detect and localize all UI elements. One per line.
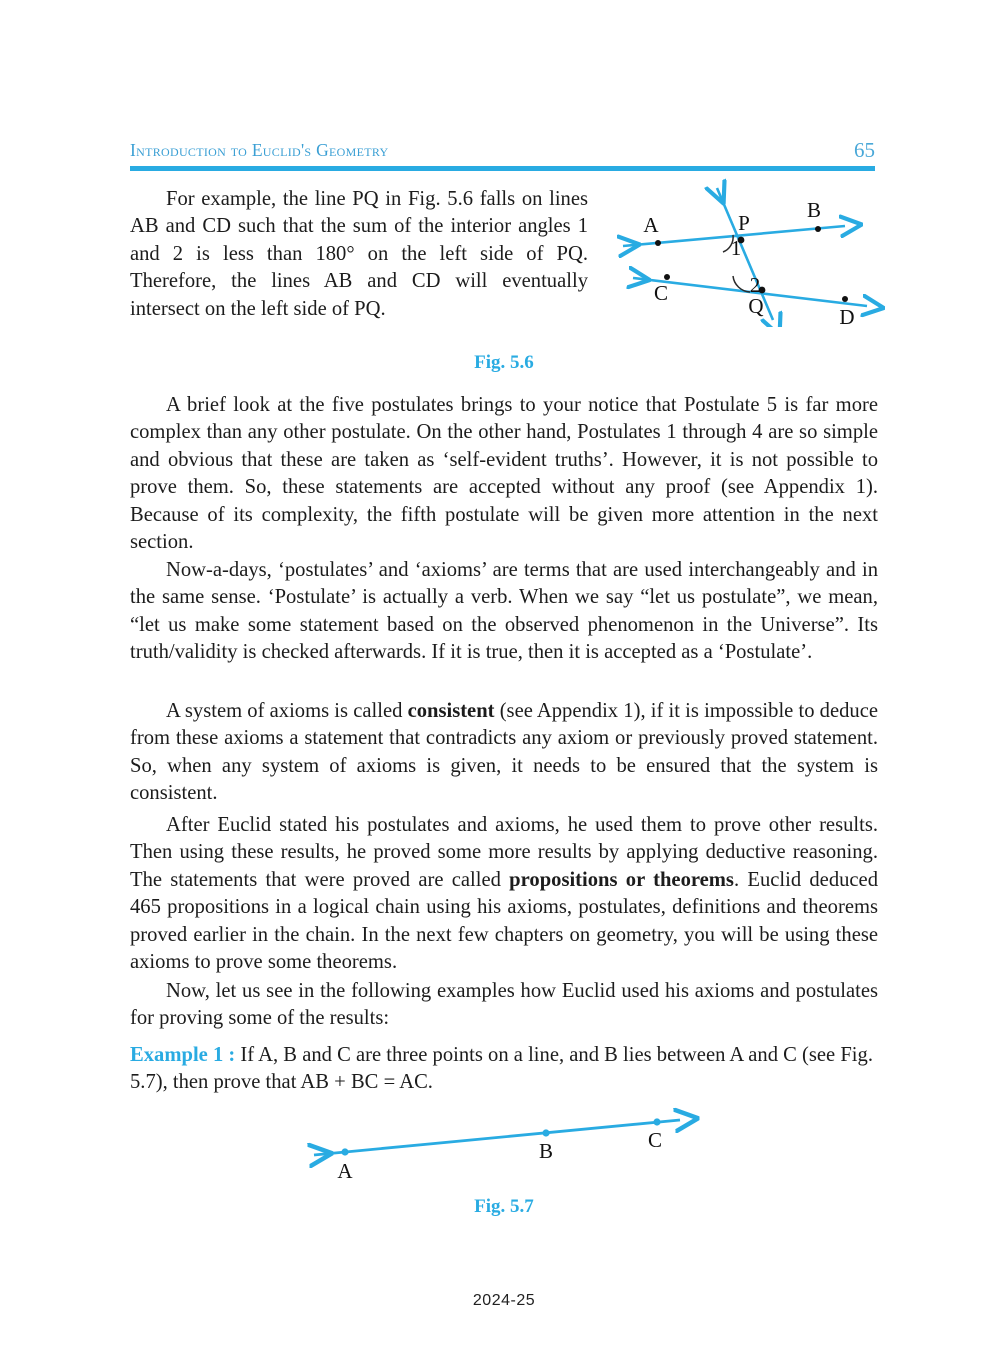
paragraph-nowadays <box>130 557 878 667</box>
running-head <box>130 140 875 166</box>
paragraph-consistent-part2: (see Appendix 1), if it is impossible to deduce from these axioms a statement that contradicts any axiom or previously proved statement. So, when any system of axioms is given, it needs to be ensured that the system is consistent. <box>130 700 878 805</box>
point-C-dot <box>664 274 670 280</box>
paragraph-consistent-part1: A system of axioms is called <box>166 700 408 722</box>
label-A: A <box>643 213 659 237</box>
page-number: 65 <box>854 138 875 162</box>
paragraph-nowadays-text: Now-a-days, ‘postulates’ and ‘axioms’ are terms that are used interchangeably and in the same sense. ‘Postulate’ is actually a verb. When we say “let us postulate”, we mean, “let us make some statement based on the observed phenomenon in the Universe”. Its truth/validity is checked afterwards. If it is true, then it is accepted as a ‘Postulate’. <box>130 559 878 664</box>
label-angle-1: 1 <box>730 236 742 260</box>
label-C: C <box>653 281 669 305</box>
running-head-title: Introduction to Euclid's Geometry <box>130 140 389 160</box>
term-consistent: consistent <box>407 700 495 722</box>
label-D: D <box>839 305 855 327</box>
line-AC <box>314 1120 680 1155</box>
figure-5-6 <box>605 172 890 327</box>
label-C: C <box>647 1128 663 1152</box>
example-1-text: If A, B and C are three points on a line, and B lies between A and C (see Fig. 5.7), then prove that AB + BC = AC. <box>130 1044 873 1094</box>
example-1-label: Example 1 : <box>130 1044 236 1066</box>
point-B-dot <box>542 1129 549 1136</box>
figure-5-7-drawing <box>288 1100 708 1200</box>
paragraph-consistent <box>130 698 878 808</box>
figure-5-6-drawing <box>605 172 890 327</box>
paragraph-postulates-text: A brief look at the five postulates brings to your notice that Postulate 5 is far more complex than any other postulate. On the other hand, Postulates 1 through 4 are so simple and obvious that these are taken as ‘self-evident truths’. However, it is not possible to prove them. So, these statements are accepted without any proof (see Appendix 1). Because of its complexity, the fifth postulate will be given more attention in the next section. <box>130 394 878 554</box>
label-angle-2: 2 <box>749 273 761 297</box>
header-rule <box>130 166 875 171</box>
example-1-block <box>130 1042 878 1097</box>
label-P: P <box>738 211 750 235</box>
paragraph-intro <box>130 186 588 323</box>
paragraph-after-part1: After Euclid stated his postulates and axioms, he used them to prove other results. Then using these results, he proved some more results by applying deductive reasoning. The statements that were proved are called <box>130 814 878 891</box>
label-B: B <box>538 1139 554 1163</box>
line-PQ <box>717 188 773 320</box>
page-footer: 2024-25 <box>472 1292 536 1309</box>
paragraph-intro-text: For example, the line PQ in Fig. 5.6 falls on lines AB and CD such that the sum of the interior angles 1 and 2 is less than 180° on the left side of PQ. Therefore, the lines AB and CD will eventually intersect on the left side of PQ. <box>130 188 588 320</box>
point-C-dot <box>653 1118 660 1125</box>
paragraph-postulates <box>130 392 878 556</box>
point-B-dot <box>815 226 821 232</box>
label-Q: Q <box>748 294 764 318</box>
paragraph-after-euclid <box>130 812 878 976</box>
term-propositions-or-theorems: propositions or theorems <box>509 868 734 891</box>
figure-5-7 <box>288 1100 708 1200</box>
point-A-dot <box>341 1148 348 1155</box>
figure-5-7-caption: Fig. 5.7 <box>474 1196 534 1217</box>
paragraph-now-examples <box>130 978 878 1033</box>
label-A: A <box>337 1159 353 1183</box>
label-B: B <box>806 198 822 222</box>
point-A-dot <box>655 240 661 246</box>
paragraph-now-text: Now, let us see in the following examples how Euclid used his axioms and postulates for proving some of the results: <box>130 980 878 1030</box>
figure-5-6-caption: Fig. 5.6 <box>474 352 534 373</box>
paragraph-after-part2: . Euclid deduced 465 propositions in a logical chain using his axioms, postulates, definitions and theorems proved earlier in the chain. In the next few chapters on geometry, you will be using these axioms to prove some theorems. <box>130 868 878 974</box>
point-D-dot <box>842 296 848 302</box>
